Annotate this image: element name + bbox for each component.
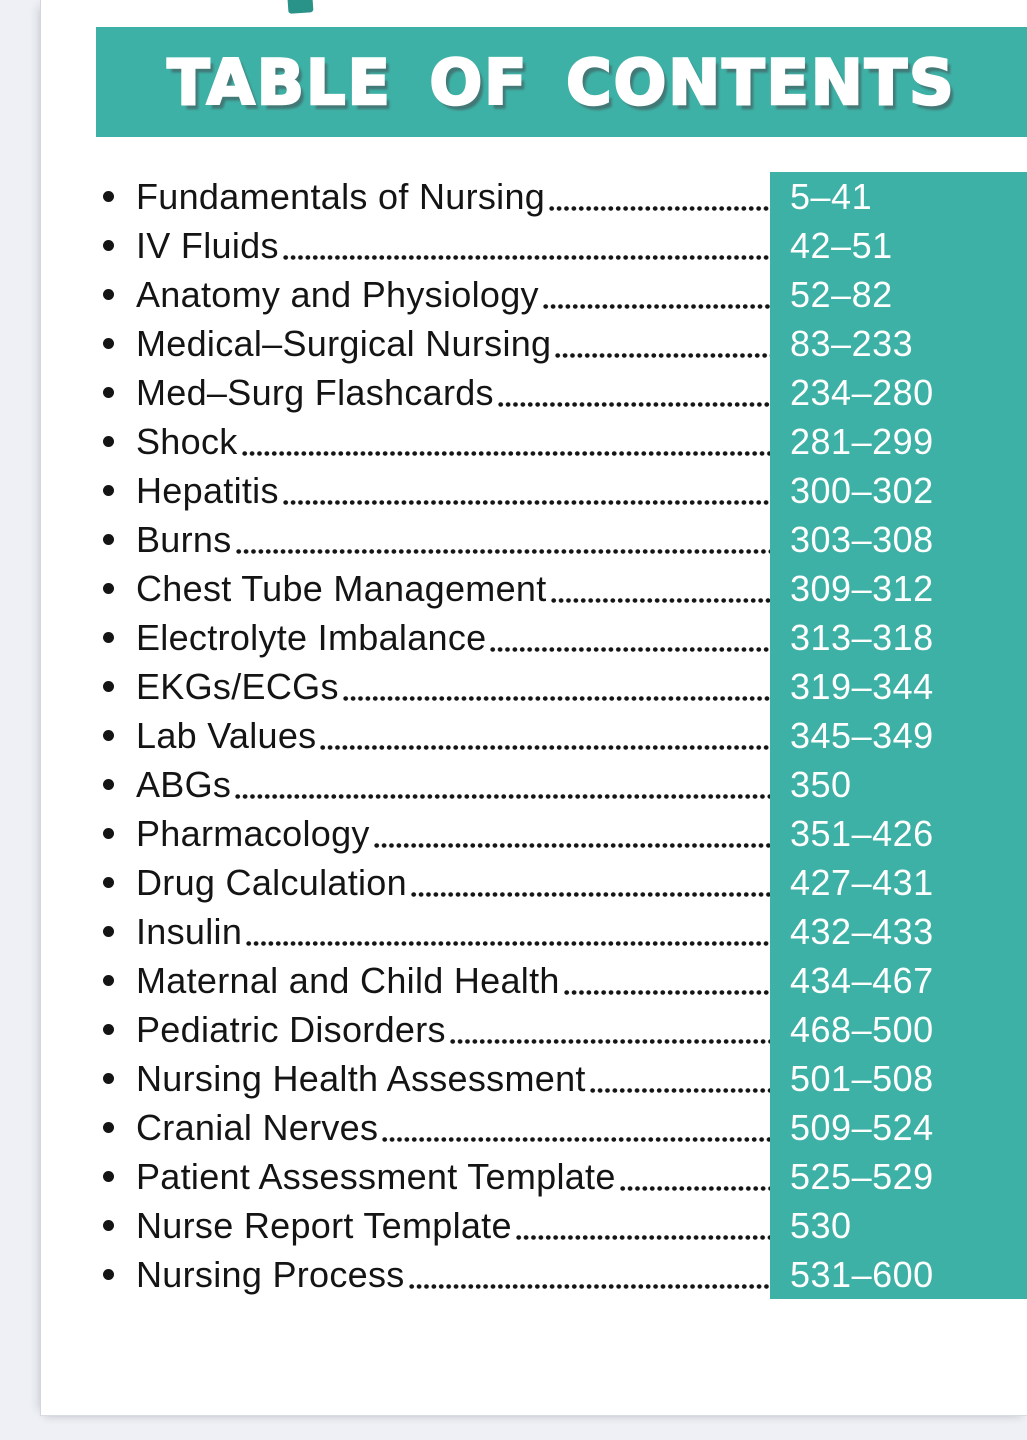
toc-list — [101, 172, 1027, 1299]
dotted-leader — [282, 466, 770, 515]
toc-entry-7[interactable] — [101, 515, 1027, 564]
toc-entry-pages: 5–41 — [770, 172, 1027, 221]
dotted-leader — [548, 172, 770, 221]
dotted-leader — [319, 711, 770, 760]
toc-entry-pages: 427–431 — [770, 858, 1027, 907]
toc-entry-label: Pharmacology — [136, 812, 370, 854]
toc-entry-label: IV Fluids — [136, 224, 279, 266]
toc-entry-pages: 319–344 — [770, 662, 1027, 711]
bullet-icon — [103, 583, 114, 594]
toc-entry-label: ABGs — [136, 763, 232, 805]
toc-entry-label: Shock — [136, 420, 238, 462]
toc-entry-5[interactable] — [101, 417, 1027, 466]
toc-entry-label: EKGs/ECGs — [136, 665, 339, 707]
toc-entry-2[interactable] — [101, 270, 1027, 319]
toc-entry-8[interactable] — [101, 564, 1027, 613]
toc-entry-pages: 313–318 — [770, 613, 1027, 662]
dotted-leader — [282, 221, 770, 270]
dotted-leader — [489, 613, 770, 662]
toc-entry-21[interactable] — [101, 1201, 1027, 1250]
toc-entry-label: Medical–Surgical Nursing — [136, 322, 552, 364]
toc-entry-label: Lab Values — [136, 714, 317, 756]
toc-entry-13[interactable] — [101, 809, 1027, 858]
toc-entry-pages: 83–233 — [770, 319, 1027, 368]
toc-entry-label: Electrolyte Imbalance — [136, 616, 487, 658]
dotted-leader — [497, 368, 770, 417]
toc-entry-22[interactable] — [101, 1250, 1027, 1299]
dotted-leader — [550, 564, 770, 613]
toc-entry-label: Nursing Health Assessment — [136, 1057, 586, 1099]
bullet-icon — [103, 828, 114, 839]
dotted-leader — [563, 956, 770, 1005]
toc-entry-label: Drug Calculation — [136, 861, 407, 903]
bullet-icon — [103, 1073, 114, 1084]
dotted-leader — [241, 417, 770, 466]
toc-header-banner — [96, 27, 1027, 137]
toc-entry-17[interactable] — [101, 1005, 1027, 1054]
toc-entry-pages: 345–349 — [770, 711, 1027, 760]
toc-entry-1[interactable] — [101, 221, 1027, 270]
dotted-leader — [589, 1054, 770, 1103]
toc-entry-16[interactable] — [101, 956, 1027, 1005]
toc-entry-label: Med–Surg Flashcards — [136, 371, 494, 413]
bullet-icon — [103, 436, 114, 447]
toc-entry-pages: 350 — [770, 760, 1027, 809]
toc-entry-label: Fundamentals of Nursing — [136, 175, 546, 217]
bullet-icon — [103, 1024, 114, 1035]
dotted-leader — [234, 760, 770, 809]
bullet-icon — [103, 240, 114, 251]
toc-entry-0[interactable] — [101, 172, 1027, 221]
toc-entry-4[interactable] — [101, 368, 1027, 417]
toc-entry-label: Chest Tube Management — [136, 567, 547, 609]
bullet-icon — [103, 1220, 114, 1231]
toc-entry-pages: 234–280 — [770, 368, 1027, 417]
dotted-leader — [235, 515, 770, 564]
dotted-leader — [410, 858, 770, 907]
toc-entry-pages: 309–312 — [770, 564, 1027, 613]
dotted-leader — [381, 1103, 770, 1152]
bullet-icon — [103, 779, 114, 790]
toc-entry-label: Nursing Process — [136, 1253, 405, 1295]
bullet-icon — [103, 1269, 114, 1280]
toc-entry-label: Patient Assessment Template — [136, 1155, 616, 1197]
toc-entry-label: Hepatitis — [136, 469, 279, 511]
bullet-icon — [103, 534, 114, 545]
dotted-leader — [449, 1005, 770, 1054]
toc-entry-pages: 281–299 — [770, 417, 1027, 466]
bullet-icon — [103, 632, 114, 643]
dotted-leader — [408, 1250, 770, 1299]
bullet-icon — [103, 926, 114, 937]
dotted-leader — [245, 907, 770, 956]
toc-entry-label: Nurse Report Template — [136, 1204, 512, 1246]
bullet-icon — [103, 485, 114, 496]
toc-entry-12[interactable] — [101, 760, 1027, 809]
toc-entry-pages: 300–302 — [770, 466, 1027, 515]
bullet-icon — [103, 289, 114, 300]
toc-page — [40, 0, 1027, 1416]
toc-entry-14[interactable] — [101, 858, 1027, 907]
page-top-mark — [288, 0, 314, 14]
toc-entry-label: Cranial Nerves — [136, 1106, 379, 1148]
toc-entry-label: Burns — [136, 518, 232, 560]
toc-entry-20[interactable] — [101, 1152, 1027, 1201]
toc-entry-19[interactable] — [101, 1103, 1027, 1152]
bullet-icon — [103, 1122, 114, 1133]
bullet-icon — [103, 681, 114, 692]
dotted-leader — [554, 319, 770, 368]
toc-entry-pages: 432–433 — [770, 907, 1027, 956]
toc-entry-pages: 52–82 — [770, 270, 1027, 319]
dotted-leader — [342, 662, 770, 711]
toc-entry-label: Maternal and Child Health — [136, 959, 560, 1001]
bullet-icon — [103, 1171, 114, 1182]
toc-entry-9[interactable] — [101, 613, 1027, 662]
page-title: TABLE OF CONTENTS — [167, 45, 956, 119]
toc-entry-pages: 351–426 — [770, 809, 1027, 858]
toc-entry-label: Anatomy and Physiology — [136, 273, 539, 315]
toc-entry-label: Pediatric Disorders — [136, 1008, 446, 1050]
toc-entry-pages: 530 — [770, 1201, 1027, 1250]
toc-entry-pages: 501–508 — [770, 1054, 1027, 1103]
toc-entry-pages: 525–529 — [770, 1152, 1027, 1201]
dotted-leader — [542, 270, 770, 319]
toc-entry-18[interactable] — [101, 1054, 1027, 1103]
bullet-icon — [103, 730, 114, 741]
toc-entry-3[interactable] — [101, 319, 1027, 368]
toc-entry-pages: 531–600 — [770, 1250, 1027, 1299]
toc-entry-11[interactable] — [101, 711, 1027, 760]
bullet-icon — [103, 338, 114, 349]
bullet-icon — [103, 877, 114, 888]
dotted-leader — [619, 1152, 770, 1201]
toc-entry-pages: 434–467 — [770, 956, 1027, 1005]
toc-entry-6[interactable] — [101, 466, 1027, 515]
toc-entry-label: Insulin — [136, 910, 243, 952]
toc-entry-pages: 468–500 — [770, 1005, 1027, 1054]
bullet-icon — [103, 975, 114, 986]
toc-entry-pages: 509–524 — [770, 1103, 1027, 1152]
toc-entry-pages: 303–308 — [770, 515, 1027, 564]
bullet-icon — [103, 387, 114, 398]
dotted-leader — [515, 1201, 770, 1250]
toc-entry-10[interactable] — [101, 662, 1027, 711]
bullet-icon — [103, 191, 114, 202]
toc-entry-pages: 42–51 — [770, 221, 1027, 270]
dotted-leader — [373, 809, 770, 858]
toc-entry-15[interactable] — [101, 907, 1027, 956]
